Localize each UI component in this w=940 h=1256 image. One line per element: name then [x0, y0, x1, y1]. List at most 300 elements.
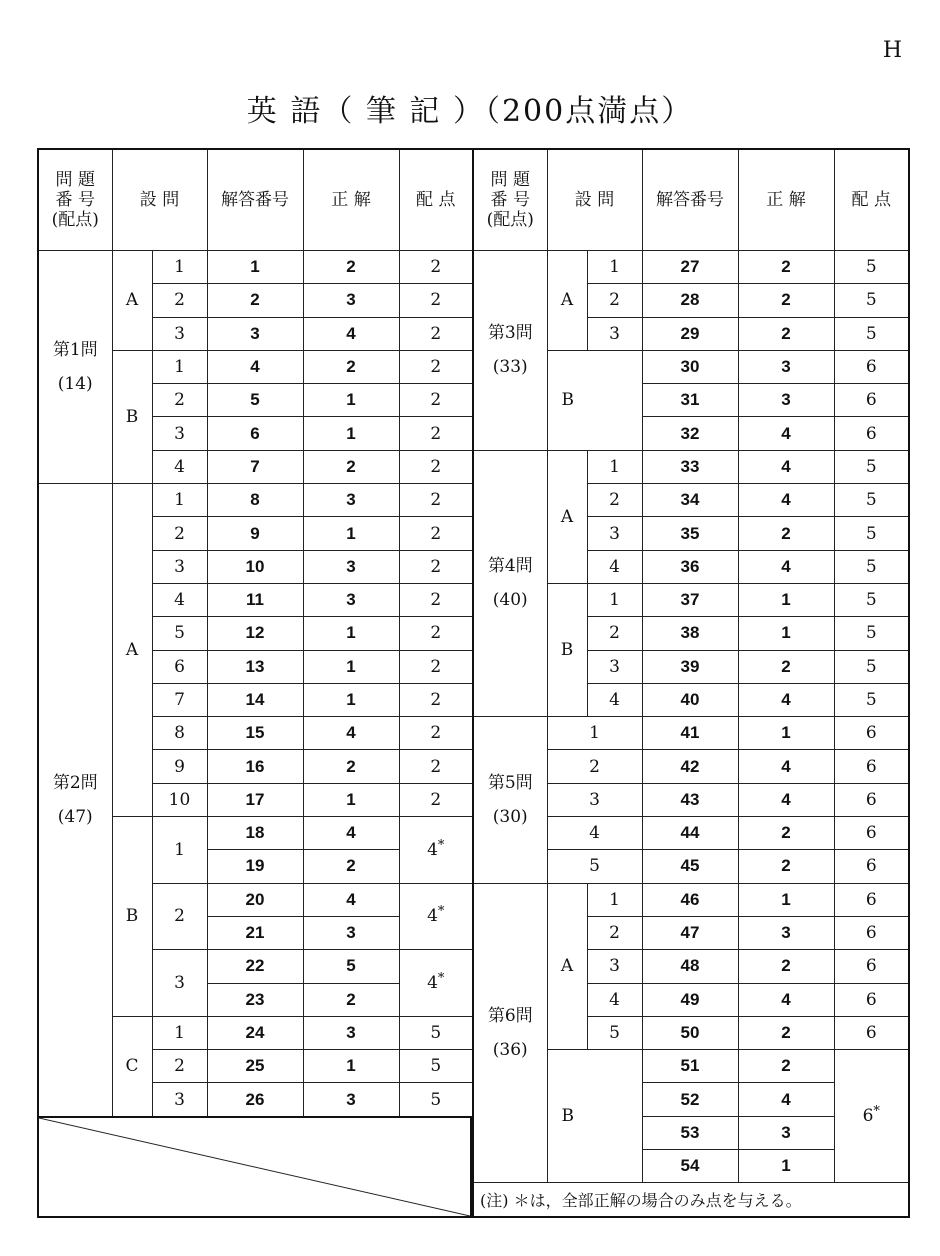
sub-question-number: 2	[152, 883, 207, 950]
sub-question-number: 4	[587, 550, 642, 583]
points-cell	[399, 417, 473, 450]
correct-answer: 1	[738, 883, 834, 916]
answer-number: 11	[207, 583, 303, 616]
points-value: 6	[865, 856, 877, 877]
points-cell	[399, 717, 473, 750]
points-cell	[834, 284, 909, 317]
correct-answer: 2	[303, 983, 399, 1016]
sub-question-number: 2	[152, 517, 207, 550]
answer-number: 30	[642, 350, 738, 383]
sub-question-number: 2	[587, 617, 642, 650]
points-value: 6	[865, 357, 877, 378]
points-value: 2	[430, 723, 442, 744]
section-score: (36)	[492, 1039, 528, 1060]
correct-answer: 4	[303, 817, 399, 850]
correct-answer: 2	[738, 1050, 834, 1083]
points-value: 6	[865, 889, 877, 910]
points-cell	[834, 317, 909, 350]
points-value: 6	[865, 390, 877, 411]
points-value: 6	[865, 723, 877, 744]
sub-question-number: 6	[152, 650, 207, 683]
points-cell	[834, 817, 909, 850]
answer-number: 4	[207, 350, 303, 383]
group-label: B	[547, 350, 642, 450]
points-value: 2	[430, 590, 442, 611]
answer-number: 52	[642, 1083, 738, 1116]
answer-number: 27	[642, 251, 738, 284]
points-cell	[834, 983, 909, 1016]
group-label: B	[112, 350, 152, 483]
answer-number: 7	[207, 450, 303, 483]
points-value: 5	[865, 623, 877, 644]
sub-question-number: 5	[587, 1016, 642, 1049]
section-name: 第2問	[52, 772, 98, 793]
sub-question-number: 3	[587, 950, 642, 983]
group-label: B	[547, 1050, 642, 1183]
answer-number: 25	[207, 1050, 303, 1083]
correct-answer: 3	[303, 484, 399, 517]
correct-answer: 3	[303, 284, 399, 317]
correct-answer: 3	[303, 1016, 399, 1049]
points-value: 2	[430, 623, 442, 644]
points-value: 5	[865, 590, 877, 611]
sub-question-number: 1	[152, 251, 207, 284]
points-cell	[834, 1050, 909, 1183]
answer-number: 12	[207, 617, 303, 650]
points-value: 2	[430, 656, 442, 677]
points-value: 5	[865, 523, 877, 544]
answer-number: 14	[207, 683, 303, 716]
points-value: 2	[430, 556, 442, 577]
answer-number: 39	[642, 650, 738, 683]
sub-question-number: 3	[152, 1083, 207, 1117]
section-name: 第3問	[487, 323, 533, 344]
section-cell	[473, 717, 547, 883]
group-label: A	[547, 251, 587, 351]
points-cell	[399, 384, 473, 417]
points-cell	[399, 883, 473, 950]
correct-answer: 2	[738, 284, 834, 317]
correct-answer: 3	[738, 1116, 834, 1149]
points-value: 2	[430, 257, 442, 278]
points-cell	[399, 650, 473, 683]
points-value: 2	[430, 290, 442, 311]
points-value: 2	[430, 490, 442, 511]
sub-question-number: 1	[152, 817, 207, 884]
correct-answer: 4	[738, 550, 834, 583]
answer-number: 13	[207, 650, 303, 683]
answer-number: 47	[642, 916, 738, 949]
correct-answer: 1	[738, 617, 834, 650]
points-value: 2	[430, 323, 442, 344]
sub-question-number: 2	[587, 484, 642, 517]
points-cell	[399, 1050, 473, 1083]
points-cell	[834, 717, 909, 750]
points-value: 5	[865, 690, 877, 710]
answer-number: 1	[207, 251, 303, 284]
points-value: 4	[427, 839, 438, 860]
sub-question-number: 4	[547, 817, 642, 850]
correct-answer: 3	[303, 1083, 399, 1117]
sub-question-number: 3	[587, 517, 642, 550]
header-correct: 正 解	[738, 149, 834, 251]
answer-number: 46	[642, 883, 738, 916]
points-cell	[399, 683, 473, 716]
points-value: 5	[865, 456, 877, 477]
points-cell	[834, 650, 909, 683]
sub-question-number: 1	[152, 484, 207, 517]
sub-question-number: 2	[152, 384, 207, 417]
answer-number: 53	[642, 1116, 738, 1149]
points-cell	[834, 916, 909, 949]
sub-question-number: 2	[587, 284, 642, 317]
correct-answer: 3	[303, 583, 399, 616]
answer-number: 51	[642, 1050, 738, 1083]
sub-question-number: 2	[152, 1050, 207, 1083]
table-row	[473, 450, 909, 483]
correct-answer: 4	[738, 983, 834, 1016]
sub-question-number: 3	[152, 950, 207, 1017]
points-cell	[399, 550, 473, 583]
answer-number: 16	[207, 750, 303, 783]
points-cell	[834, 1016, 909, 1049]
asterisk-mark: *	[873, 1104, 880, 1120]
correct-answer: 1	[303, 650, 399, 683]
answer-number: 49	[642, 983, 738, 1016]
correct-answer: 2	[738, 517, 834, 550]
sub-question-number: 4	[587, 983, 642, 1016]
group-label: A	[547, 883, 587, 1049]
header-correct: 正 解	[303, 149, 399, 251]
correct-answer: 4	[303, 883, 399, 916]
points-cell	[399, 783, 473, 816]
points-cell	[834, 850, 909, 883]
correct-answer: 3	[303, 550, 399, 583]
correct-answer: 1	[303, 417, 399, 450]
section-name: 第6問	[487, 1005, 533, 1026]
correct-answer: 1	[738, 717, 834, 750]
asterisk-mark: *	[437, 971, 445, 987]
points-cell	[399, 517, 473, 550]
sub-question-number: 2	[152, 284, 207, 317]
points-cell	[399, 817, 473, 884]
points-cell	[834, 251, 909, 284]
points-value: 5	[865, 257, 877, 278]
correct-answer: 4	[738, 750, 834, 783]
asterisk-mark: *	[437, 904, 445, 920]
answer-number: 33	[642, 450, 738, 483]
points-value: 5	[865, 656, 877, 677]
correct-answer: 2	[303, 350, 399, 383]
correct-answer: 2	[738, 251, 834, 284]
points-value: 6	[865, 1022, 877, 1043]
correct-answer: 3	[303, 916, 399, 949]
points-cell	[399, 617, 473, 650]
note-row	[473, 1183, 909, 1217]
sub-question-number: 4	[152, 450, 207, 483]
answer-number: 8	[207, 484, 303, 517]
correct-answer: 1	[303, 683, 399, 716]
points-value: 6	[865, 923, 877, 944]
points-value: 6	[865, 789, 877, 810]
correct-answer: 1	[303, 517, 399, 550]
correct-answer: 1	[303, 783, 399, 816]
points-cell	[399, 251, 473, 284]
blank-diagonal-cell	[37, 1118, 472, 1218]
correct-answer: 1	[303, 1050, 399, 1083]
points-value: 2	[430, 789, 442, 810]
answer-number: 17	[207, 783, 303, 816]
answer-number: 34	[642, 484, 738, 517]
answer-number: 42	[642, 750, 738, 783]
answer-number: 6	[207, 417, 303, 450]
points-value: 6	[865, 956, 877, 977]
points-cell	[399, 750, 473, 783]
points-value: 5	[865, 290, 877, 311]
points-value: 5	[865, 556, 877, 577]
section-name: 第4問	[487, 556, 533, 577]
correct-answer: 3	[738, 350, 834, 383]
sub-question-number: 1	[587, 883, 642, 916]
points-value: 5	[865, 323, 877, 344]
sub-question-number: 4	[152, 583, 207, 616]
correct-answer: 4	[738, 1083, 834, 1116]
sub-question-number: 1	[152, 350, 207, 383]
section-cell	[38, 251, 112, 484]
correct-answer: 4	[738, 417, 834, 450]
header-sub-question: 設 問	[112, 149, 207, 251]
sub-question-number: 3	[152, 550, 207, 583]
header-points: 配 点	[834, 149, 909, 251]
points-cell	[834, 417, 909, 450]
sub-question-number: 7	[152, 683, 207, 716]
correct-answer: 2	[738, 950, 834, 983]
correct-answer: 4	[738, 450, 834, 483]
section-cell	[473, 251, 547, 451]
answer-number: 28	[642, 284, 738, 317]
section-cell	[473, 450, 547, 716]
answer-number: 35	[642, 517, 738, 550]
sub-question-number: 1	[587, 251, 642, 284]
section-score: (47)	[57, 806, 93, 827]
sub-question-number: 2	[587, 916, 642, 949]
correct-answer: 2	[738, 817, 834, 850]
correct-answer: 4	[738, 484, 834, 517]
section-score: (30)	[492, 806, 528, 827]
answer-number: 54	[642, 1150, 738, 1183]
page-title: 英 語（ 筆 記 ）（200点満点）	[246, 94, 694, 129]
points-cell	[834, 550, 909, 583]
points-cell	[399, 484, 473, 517]
answer-number: 32	[642, 417, 738, 450]
correct-answer: 5	[303, 950, 399, 983]
header-answer-number: 解答番号	[642, 149, 738, 251]
section-cell	[473, 883, 547, 1183]
answer-number: 23	[207, 983, 303, 1016]
table-row	[473, 883, 909, 916]
answer-number: 3	[207, 317, 303, 350]
answer-number: 43	[642, 783, 738, 816]
answer-number: 15	[207, 717, 303, 750]
header-answer-number: 解答番号	[207, 149, 303, 251]
points-cell	[834, 384, 909, 417]
points-cell	[399, 350, 473, 383]
answer-number: 31	[642, 384, 738, 417]
correct-answer: 3	[738, 384, 834, 417]
header-question-number: 問 題 番 号 (配点)	[38, 149, 112, 251]
table-row	[473, 251, 909, 284]
correct-answer: 1	[738, 1150, 834, 1183]
points-value: 2	[430, 690, 442, 710]
points-value: 2	[430, 456, 442, 477]
sub-question-number: 5	[152, 617, 207, 650]
group-label: B	[112, 817, 152, 1017]
correct-answer: 4	[303, 317, 399, 350]
correct-answer: 2	[303, 850, 399, 883]
correct-answer: 2	[738, 650, 834, 683]
sub-question-number: 3	[152, 317, 207, 350]
points-cell	[834, 350, 909, 383]
points-cell	[399, 284, 473, 317]
correct-answer: 2	[303, 750, 399, 783]
group-label: A	[547, 450, 587, 583]
answer-number: 45	[642, 850, 738, 883]
answer-number: 22	[207, 950, 303, 983]
sub-question-number: 10	[152, 783, 207, 816]
points-value: 6	[865, 823, 877, 844]
points-value: 6	[865, 423, 877, 444]
points-cell	[834, 683, 909, 716]
points-value: 2	[430, 357, 442, 378]
section-score: (33)	[492, 357, 528, 378]
answer-number: 10	[207, 550, 303, 583]
answer-number: 41	[642, 717, 738, 750]
correct-answer: 2	[738, 850, 834, 883]
answer-number: 19	[207, 850, 303, 883]
points-value: 5	[430, 1022, 442, 1043]
footnote: (注) ＊は，全部正解の場合のみ点を与える。	[473, 1183, 909, 1217]
answer-number: 36	[642, 550, 738, 583]
points-cell	[399, 450, 473, 483]
points-cell	[834, 883, 909, 916]
points-value: 2	[430, 523, 442, 544]
points-cell	[399, 1083, 473, 1117]
answer-number: 38	[642, 617, 738, 650]
table-row	[38, 484, 473, 517]
sub-question-number: 3	[547, 783, 642, 816]
points-cell	[834, 484, 909, 517]
section-cell	[38, 484, 112, 1117]
answer-number: 18	[207, 817, 303, 850]
answer-number: 29	[642, 317, 738, 350]
sub-question-number: 1	[152, 1016, 207, 1049]
points-value: 6	[865, 756, 877, 777]
points-value: 5	[865, 490, 877, 511]
sub-question-number: 1	[547, 717, 642, 750]
points-cell	[834, 450, 909, 483]
correct-answer: 4	[738, 683, 834, 716]
points-cell	[399, 317, 473, 350]
points-value: 4	[427, 973, 438, 994]
header-row	[38, 149, 473, 251]
asterisk-mark: *	[437, 837, 445, 853]
answer-number: 9	[207, 517, 303, 550]
sub-question-number: 3	[587, 650, 642, 683]
correct-answer: 1	[303, 384, 399, 417]
header-points: 配 点	[399, 149, 473, 251]
sub-question-number: 1	[587, 583, 642, 616]
points-cell	[834, 750, 909, 783]
section-score: (14)	[57, 374, 93, 395]
answer-number: 40	[642, 683, 738, 716]
sub-question-number: 4	[587, 683, 642, 716]
points-value: 2	[430, 756, 442, 777]
points-value: 2	[430, 423, 442, 444]
section-name: 第1問	[52, 340, 98, 361]
points-value: 5	[430, 1056, 442, 1077]
answer-number: 2	[207, 284, 303, 317]
points-value: 4	[427, 906, 438, 927]
header-question-number: 問 題 番 号 (配点)	[473, 149, 547, 251]
points-cell	[834, 783, 909, 816]
correct-answer: 1	[303, 617, 399, 650]
correct-answer: 3	[738, 916, 834, 949]
answer-number: 5	[207, 384, 303, 417]
correct-answer: 1	[738, 583, 834, 616]
points-value: 5	[430, 1089, 442, 1110]
sub-question-number: 3	[587, 317, 642, 350]
table-row	[38, 251, 473, 284]
points-value: 2	[430, 390, 442, 411]
points-value: 6	[865, 989, 877, 1010]
points-cell	[834, 517, 909, 550]
sub-question-number: 9	[152, 750, 207, 783]
correct-answer: 2	[738, 317, 834, 350]
group-label: A	[112, 484, 152, 817]
points-cell	[399, 1016, 473, 1049]
answer-number: 21	[207, 916, 303, 949]
correct-answer: 4	[738, 783, 834, 816]
answer-number: 48	[642, 950, 738, 983]
left-score-table	[37, 148, 474, 1118]
sub-question-number: 3	[152, 417, 207, 450]
table-row	[473, 717, 909, 750]
answer-number: 50	[642, 1016, 738, 1049]
points-value: 6	[862, 1106, 874, 1127]
header-sub-question: 設 問	[547, 149, 642, 251]
sub-question-number: 2	[547, 750, 642, 783]
correct-answer: 2	[303, 251, 399, 284]
section-name: 第5問	[487, 772, 533, 793]
answer-number: 37	[642, 583, 738, 616]
points-cell	[834, 950, 909, 983]
header-row	[473, 149, 909, 251]
sub-question-number: 5	[547, 850, 642, 883]
answer-number: 24	[207, 1016, 303, 1049]
points-cell	[399, 583, 473, 616]
right-score-table	[472, 148, 910, 1218]
answer-number: 26	[207, 1083, 303, 1117]
points-cell	[834, 617, 909, 650]
correct-answer: 2	[303, 450, 399, 483]
sub-question-number: 8	[152, 717, 207, 750]
points-cell	[399, 950, 473, 1017]
section-score: (40)	[492, 590, 528, 611]
points-cell	[834, 583, 909, 616]
answer-number: 20	[207, 883, 303, 916]
answer-number: 44	[642, 817, 738, 850]
sub-question-number: 1	[587, 450, 642, 483]
